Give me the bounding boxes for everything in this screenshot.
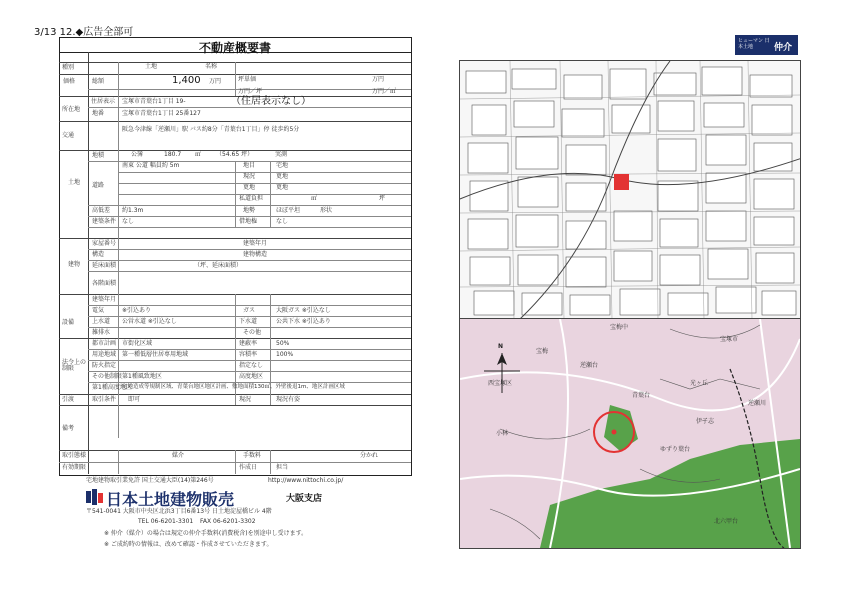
status-value-2: 更地 bbox=[243, 184, 256, 191]
commission-label: 手数料 bbox=[243, 452, 262, 459]
company-license: 宅地建物取引業免許 国土交通大臣(14)第246号 bbox=[86, 477, 214, 484]
building-year: 建築年月 bbox=[243, 240, 268, 247]
traffic-value: 阪急今津線「逆瀬川」駅 バス約8分「青葉台1丁目」停 徒歩約5分 bbox=[122, 126, 300, 133]
map-label-c: 逆瀬川 bbox=[748, 400, 767, 407]
tsubo-short: 坪 bbox=[379, 195, 386, 202]
height-label: 地勢 bbox=[243, 207, 256, 214]
map-north-label: N bbox=[498, 343, 504, 350]
drain-label: 雑排水 bbox=[92, 329, 111, 336]
company-logo-icon bbox=[86, 489, 104, 505]
date-label: 作成日 bbox=[239, 464, 258, 471]
price-value: 1,400 bbox=[172, 75, 201, 86]
area-location-map bbox=[459, 318, 801, 549]
lot-label: 地番 bbox=[92, 110, 105, 117]
area-value: 180.7 bbox=[164, 151, 182, 158]
map-label-k: 宝梅 bbox=[536, 348, 549, 355]
transaction-value: 媒介 bbox=[172, 452, 185, 459]
map-label-b: 宝梅中 bbox=[610, 324, 629, 331]
unit-man: 万円 bbox=[372, 76, 385, 83]
map-label-a: 西宝塚区 bbox=[488, 380, 513, 387]
map-label-d: 宝塚市 bbox=[720, 336, 739, 343]
far-value: 100% bbox=[276, 351, 294, 358]
water-label: 上水道 bbox=[92, 318, 111, 325]
structure2: 建物構造 bbox=[243, 251, 268, 258]
public-book: 公簿 bbox=[131, 151, 144, 158]
height-dist-value: 第1種高度地区 bbox=[92, 384, 132, 391]
current-label: 現況 bbox=[239, 396, 252, 403]
valid-label: 有効期限 bbox=[62, 464, 87, 471]
water-value: 公営水道 ※引込なし bbox=[122, 318, 177, 325]
map-label-f: 光ヶ丘 bbox=[690, 380, 709, 387]
city-plan-value: 市街化区域 bbox=[122, 340, 153, 347]
handover-value: 即可 bbox=[128, 396, 141, 403]
use-value: 宅地 bbox=[276, 162, 289, 169]
setback-label: 私道負担 bbox=[239, 195, 264, 202]
floor-label: 延床面積 bbox=[92, 262, 117, 269]
traffic-label: 交通 bbox=[62, 132, 75, 139]
electric-label: 電気 bbox=[92, 307, 105, 314]
other-law-value: 第1種風致地区 bbox=[122, 373, 162, 380]
no-residence: （住居表示なし） bbox=[231, 96, 311, 107]
remarks-label: 備考 bbox=[62, 425, 75, 432]
company-tel: TEL 06-6201-3301 bbox=[138, 518, 194, 525]
map-label-g: 青葉台 bbox=[632, 392, 651, 399]
type-label: 種別 bbox=[62, 64, 75, 71]
fire-value: 指定なし bbox=[239, 362, 264, 369]
sewer-value: 公共下水 ※引込あり bbox=[276, 318, 331, 325]
commission-value: 分かれ bbox=[360, 452, 379, 459]
none1: なし bbox=[122, 218, 135, 225]
type-value: 土地 bbox=[145, 63, 158, 70]
equip-label: 設備 bbox=[62, 319, 75, 326]
price-label: 価格 bbox=[63, 78, 76, 85]
coverage-label: 建蔽率 bbox=[239, 340, 258, 347]
status-label: 現況 bbox=[243, 173, 256, 180]
map-label-j: 伊孑志 bbox=[696, 418, 715, 425]
company-note1: ※ 仲介（媒介）の場合は規定の仲介手数料(消費税含)を別途申し受けます。 bbox=[104, 530, 308, 537]
coverage-value: 50% bbox=[276, 340, 290, 347]
per-tsubo: 万円／坪 bbox=[238, 88, 263, 95]
badge-small-text: ヒューマン 日本土地 bbox=[738, 38, 770, 50]
far-label: 容積率 bbox=[239, 351, 258, 358]
unit-price-label: 坪単価 bbox=[238, 76, 257, 83]
none2: なし bbox=[276, 218, 289, 225]
lot-value: 宝塚市青葉台1丁目 25番127 bbox=[122, 110, 201, 117]
sq-m-2: ㎡ bbox=[311, 195, 318, 202]
transaction-label-2: 取引条件 bbox=[92, 396, 117, 403]
land-label: 土地 bbox=[68, 179, 81, 186]
remarks-law: 宅地造成等規制区域、青葉台地区地区計画、敷地面積130㎡、外壁後退1m、地区計画区域 bbox=[122, 384, 345, 390]
restriction-label: 高低差 bbox=[92, 207, 111, 214]
address-value: 宝塚市青葉台1丁目 19- bbox=[122, 98, 186, 105]
status-value-3: 更地 bbox=[276, 184, 289, 191]
company-name: 日本土地建物販売 bbox=[106, 490, 235, 509]
map-label-l: 北六甲台 bbox=[714, 518, 739, 525]
location-label: 所在地 bbox=[62, 106, 81, 113]
law-label: 法令上の制限 bbox=[62, 359, 87, 372]
height-value: ほぼ平坦 bbox=[276, 207, 301, 214]
header-date-note: 3/13 12.◆広告全部可 bbox=[34, 27, 134, 38]
badge-main-text: 仲介 bbox=[774, 43, 793, 53]
handover-label: 引渡 bbox=[62, 396, 75, 403]
name-label: 名称 bbox=[205, 63, 218, 70]
electric-value: ※引込あり bbox=[122, 307, 152, 314]
status-value: 更地 bbox=[276, 173, 289, 180]
current-value: 現況有姿 bbox=[276, 396, 301, 403]
land-cond: 建築条件 bbox=[92, 218, 117, 225]
total-label: 総額 bbox=[92, 78, 105, 85]
height-dist-label: 高度地区 bbox=[239, 373, 264, 380]
other-law-label: その他制限 bbox=[92, 373, 123, 380]
company-note2: ※ ご成約時の情報は、改めて確認・作成させていただきます。 bbox=[104, 541, 273, 548]
rights-label: 借地権 bbox=[239, 218, 258, 225]
tsubo-paren: （54.65 坪） bbox=[216, 151, 254, 158]
map-label-h: ゆずり葉台 bbox=[660, 446, 691, 453]
land-area-label: 地積 bbox=[92, 152, 105, 159]
per-m2: 万円／㎡ bbox=[372, 88, 397, 95]
company-address: 〒541-0041 大阪市中央区北浜3丁目6番13号 日土地淀屋橋ビル 4階 bbox=[86, 508, 272, 515]
nittochi-badge bbox=[735, 35, 798, 55]
residence-label: 住居表示 bbox=[91, 98, 116, 105]
map-label-e: 小林 bbox=[496, 430, 509, 437]
company-url: http://www.nittochi.co.jp/ bbox=[268, 477, 344, 484]
fire-label: 防火指定 bbox=[92, 362, 117, 369]
map-label-i: 逆瀬台 bbox=[580, 362, 599, 369]
residential-block-map bbox=[459, 60, 801, 320]
measured: 実測 bbox=[275, 151, 288, 158]
road-value: 南東 公道 幅員約 5m bbox=[122, 162, 180, 169]
other-equip: その他 bbox=[243, 329, 262, 336]
zoning-label: 用途地域 bbox=[92, 351, 117, 358]
road-label: 道路 bbox=[92, 182, 105, 189]
restriction-value: 約1.3m bbox=[122, 207, 144, 214]
sq-m: ㎡ bbox=[195, 151, 202, 158]
building-year-row: 建築年月 bbox=[92, 296, 117, 303]
other-label: 各階面積 bbox=[92, 280, 117, 287]
sewer-label: 下水道 bbox=[239, 318, 258, 325]
cm-value: 担当 bbox=[276, 464, 289, 471]
gas-value: 大阪ガス ※引込なし bbox=[276, 307, 331, 314]
building-name: 家屋番号 bbox=[92, 240, 117, 247]
shape-label: 形状 bbox=[320, 207, 333, 214]
building-label: 建物 bbox=[68, 261, 81, 268]
city-plan: 都市計画 bbox=[92, 340, 117, 347]
transaction-label: 取引態様 bbox=[62, 452, 87, 459]
zoning-value: 第一種低層住居専用地域 bbox=[122, 351, 189, 358]
floor-note: （坪、延床面積） bbox=[194, 262, 243, 269]
company-fax: FAX 06-6201-3302 bbox=[200, 518, 256, 525]
company-branch: 大阪支店 bbox=[286, 494, 323, 504]
structure-label: 構造 bbox=[92, 251, 105, 258]
price-unit: 万円 bbox=[209, 78, 222, 85]
doc-title: 不動産概要書 bbox=[198, 41, 271, 55]
gas-label: ガス bbox=[243, 307, 256, 314]
use-label: 地目 bbox=[243, 162, 256, 169]
